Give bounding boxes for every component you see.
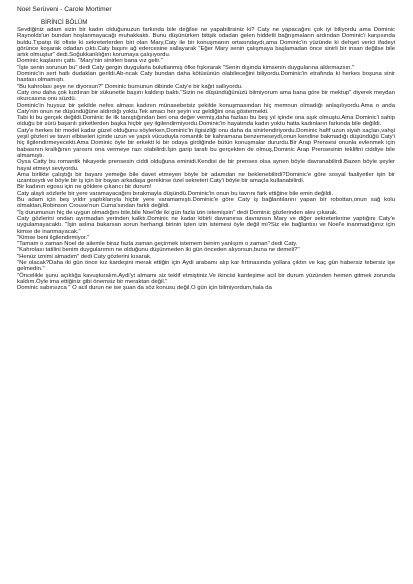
paragraph: "İş durumunun hiç de uygun olmadığını bile,bile Noel'de iki gün fazla izin istemişsin" dedi Dominic gözlerinden alev çıkarak. <box>17 209 338 216</box>
paragraph: Dominic'in sert hatlı dudakları gerildi.Ab-ncak Caty bundan daha kötüsünün olabileceğini biliyordu.Dominic'in etrafında ki herkes boşuna sinir hastası olmamıştı. <box>17 71 395 84</box>
paragraph: Tabi ki bu gerçek değildi.Dominic ile ilk tanıştığından beri ona değer vermiş,daha fazlası bu beş yıl içinde ona aşık olmuştu.Ama Dominic'i sahip olduğu bir sürü başarılı şirketlerden başka hiçbir şey ilgilendirmiyordu.Dominic'in hayatında kadın yoktu hatta kadınların farkında bile değildi. <box>17 115 395 128</box>
paragraph: "Kahrolası tatilini benim duygularımın ne olduğunu düşünmeden iki gün önceden alıyorsun,buna ne demeli?" <box>17 247 300 254</box>
paragraph: Caty alaylı sözlerle bir yere varamayacağını bırakmayla düşündü.Dominic'in onun bu tavrını fark ettiğine bile emin değildi. <box>17 190 334 197</box>
paragraph: Dominic sabırsızca " O acil durun ne ise şuan da söz konusu değil.O gün için bilmiyordum,hala da <box>17 285 272 292</box>
document-body <box>17 27 395 291</box>
paragraph: Caty onu daha çok kızdıran bir sükunetle başını kaldırıp baktı."Sizin ne düşündüğünüzü bilmiyorum ama bana göre bir mektup" diyerek meydan okurcasına onu süzdü. <box>17 89 395 103</box>
paragraph: "Öncelikle şunu açıklığa kavuşturalım.Aydi'yi almamı siz teklif etmiştiniz.Ve ikincisi kardeşime acil bir durum yüzünden hemen gitmek zorunda kaldım.Öyle ima ettiğiniz gibi önemsiz bir meraktan değil." <box>17 272 395 285</box>
paragraph: "Ne olacak?Daha iki gün önce kız kardeşini merak ettiğin için Aydi arabamı alıp kar fırtınasında yollara çıktın ve kaç gün habersiz tebersiz işe gelmedin." <box>17 259 395 273</box>
paragraph: Dominic kaşlarını çattı. "Mary'nin sinirleri bana vız gelir." <box>17 58 163 65</box>
paragraph: Sevdiğiniz adam sizin bir kadın olduğunuzun farkında bile değilse ne yapabilirsiniz ki? Caty ne yapacağını çok iyi biliyordu ama Dominic Raynolds'un bundan hoşlanmayacağı muhakkaktı. Bunu düşünürken bitişik odadan gelen hiddetli bağrışmaların ardından Dominic'i karşısında buldu.Tıpatıp iki ofiste ki sekreterlerden biri olan Mary,Caty ile bir konuşmanın ortasındaydı,ama Dominic'in yüzünde ki dehşet verici ifadeyi görünce koşarak odadan çıktı.Caty başını ağ edercesine sallayarak "Eğer Mary senin çalışmaya başlamadan önce sinirli bir insan değilse bile artık olmuştur" dedi.Soğukkanlılığını korumaya çalışıyordu. <box>17 27 395 59</box>
paragraph: Caty gözlerini ondan ayırmadan yerinden kalktı.Dominic ne kadar kibirli davranırsa davransın Mary ve diğer sekreterlerine yaptığını Caty'e uygulamayacaktı. "İşin aslına bakarsan sorun herhangi birinin işten izin istemesi öyle değil mi?Siz ele bağlantısı ve Noel'e inanmadığınız için kimse de inanmayacak." <box>17 215 395 235</box>
paragraph: Dominic'in huysuz bir şekilde nefes alması kadının münasebetsiz şekilde konuşmasından hiç memnun olmadığı anlaşılıyordu.Ama o anda Caty'nin onun ne düşündüğüne aldırdığı yoktu.Tek amacı her şeyin vız geldiğini ona göstermekti. <box>17 102 395 115</box>
paragraph: "İşte senin sorunun bu" dedi Caty gergin duygularla bulutlanmış öfke fışkırarak "Senin dışında kimsenin duygularına aldırmazsın." <box>17 64 355 71</box>
paragraph: Caty'e herkes bir model kadar güzel olduğunu söylerken,Dominic'in ilgisizliği onu daha da sinirlendiriyordu.Dominic hafif uzun siyah saçları,vahşi yeşil gözleri ve tavırı elbiseleri içinde uzun ve yapılı vücuduyla romantik bir kahramana benzemeseydi,onun kendine bakmadığı düşündüğü Caty'i hiç ilgilendirmeyecekti.Ama Dominic öyle bir erkekti ki bir odaya girdiğinde bütün konuşmalar dururdu.Bir Arap Prensesi onunla evlenmek için babasının krallığının yarısını ona vermeye razı olabilirdi.İşin garip tarafı bu gerçekten de olmuş,Dominic Arap Prensesinin teklifini ciddiye bile almamıştı. <box>17 127 395 159</box>
paragraph: Oysa Catty bu romantik hikayede prensesin ciddi olduğuna eminidi.Kendisi de bir prenses olsa aynen böyle davranabilirdi.Bazen böyle şeyler hayal etmeyi seviyordu. <box>17 159 395 172</box>
paragraph: Bir kadının egosu için ne göklere çıkarıcı bir durum! <box>17 184 152 191</box>
paragraph: Bu adam için beş yıldır yaptıklarıyla hiçbir yere varamamıştı.Dominic'e göre Caty iş bağlantılarını yapan bir robottan,onun sağ kolu olmaktan,Robinson Crouse'nun Cuma'sından farklı değildi. <box>17 197 395 210</box>
paragraph: "Tamam o zaman Noel de ailemle biraz fazla zaman geçirmek istemem benim yanlışım o zaman" dedi Caty. <box>17 241 298 248</box>
paragraph: "Kimse beni ilgilendirmiyor." <box>17 234 90 241</box>
paragraph: "Bu kahrolası şeye ne diyorsun?" Dominic burnunun dibinde Caty'e bir kağıt sallıyordu. <box>17 83 243 90</box>
chapter-title: BİRİNCİ BÖLÜM <box>41 19 88 26</box>
paragraph: Ama birlikte çalıştığı bir bayanı yemeğe bile davet etmeyen böyle bir adamdan ne beklenebilirdi?Dominic'e göre sosyal faaliyetler işin bir uzantısıydı ve böyle bir iş için bir bayan arkadaşa gerekirse özel sekreteri Caty'i böyle bir amaçla kullanabilirdi. <box>17 171 395 185</box>
paragraph: "Henüz iznimi almadım" dedi Caty gözlerini kısarak. <box>17 253 152 260</box>
running-header: Noel Serüveni - Carole Mortimer <box>17 6 112 13</box>
